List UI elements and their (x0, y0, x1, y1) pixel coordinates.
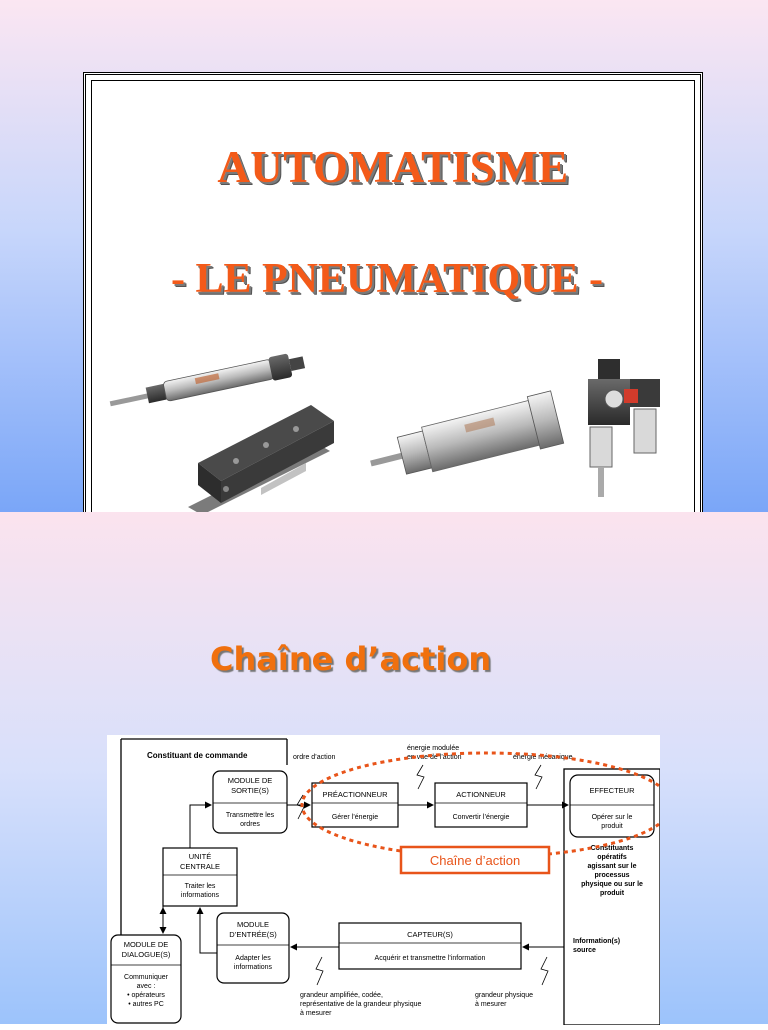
svg-text:avec :: avec : (136, 983, 156, 990)
svg-text:agissant sur le: agissant sur le (587, 863, 637, 870)
central-unit-box (163, 848, 237, 906)
svg-text:MODULE: MODULE (236, 920, 270, 929)
svg-text:MODULE DE: MODULE DE (227, 776, 273, 785)
svg-text:grandeur amplifiée, codée,: grandeur amplifiée, codée, (300, 992, 383, 999)
svg-text:ordres: ordres (240, 821, 260, 828)
physical-quantity-label (475, 992, 533, 1008)
svg-text:à mesurer: à mesurer (475, 1001, 507, 1008)
title-slide (0, 0, 768, 512)
svg-text:Adapter les: Adapter les (235, 955, 271, 962)
svg-text:D’ENTRÉE(S): D’ENTRÉE(S) (229, 930, 277, 939)
preactuator-box (312, 783, 398, 827)
svg-text:physique ou sur le: physique ou sur le (581, 881, 643, 888)
modulated-energy-label-2: en vue de l’action (407, 754, 462, 761)
title-pneumatique: - LE PNEUMATIQUE - (170, 256, 604, 302)
svg-text:ACTIONNEUR: ACTIONNEUR (456, 790, 506, 799)
svg-text:CENTRALE: CENTRALE (179, 862, 221, 871)
sensor-box (339, 923, 521, 969)
output-module-box (213, 771, 287, 833)
svg-text:représentative de la grandeur: représentative de la grandeur physique (300, 1001, 422, 1008)
input-module-box (217, 913, 289, 983)
svg-text:UNITÉ: UNITÉ (188, 852, 212, 861)
pneumatic-components-illustration (86, 343, 700, 512)
svg-text:CAPTEUR(S): CAPTEUR(S) (407, 930, 453, 939)
svg-text:MODULE DE: MODULE DE (123, 940, 169, 949)
svg-text:Gérer l’énergie: Gérer l’énergie (331, 814, 379, 821)
svg-text:grandeur physique: grandeur physique (475, 992, 533, 999)
action-chain-diagram (107, 735, 660, 1025)
svg-text:opératifs: opératifs (597, 854, 627, 861)
svg-text:informations: informations (180, 892, 220, 899)
svg-text:DIALOGUE(S): DIALOGUE(S) (121, 950, 171, 959)
svg-text:produit: produit (601, 823, 623, 830)
action-order-label: ordre d’action (293, 754, 336, 761)
amplified-quantity-label (300, 992, 422, 1017)
action-chain-label-box (401, 847, 549, 873)
svg-text:PRÉACTIONNEUR: PRÉACTIONNEUR (322, 790, 388, 799)
svg-text:Acquérir et transmettre l’info: Acquérir et transmettre l’information (374, 955, 486, 962)
mechanical-energy-label: énergie mécanique (513, 754, 573, 761)
svg-text:EFFECTEUR: EFFECTEUR (589, 786, 635, 795)
svg-text:informations: informations (233, 964, 273, 971)
actuator-box (435, 783, 527, 827)
linear-guide-image (188, 405, 334, 512)
profile-cylinder-image (364, 391, 563, 490)
title-frame (83, 72, 703, 512)
command-part-label: Constituant de commande (147, 751, 248, 760)
svg-text:Constituants: Constituants (590, 845, 634, 852)
svg-text:Traiter les: Traiter les (184, 883, 216, 890)
svg-text:Transmettre les: Transmettre les (225, 812, 275, 819)
round-cylinder-image (108, 350, 307, 415)
filter-regulator-image (588, 359, 660, 497)
slide-subtitle: Chaîne d’action (210, 640, 492, 678)
svg-text:Opérer sur le: Opérer sur le (591, 814, 633, 821)
svg-text:produit: produit (599, 890, 625, 897)
svg-text:Chaîne d’action: Chaîne d’action (429, 853, 521, 868)
information-source-label-2: source (573, 947, 596, 954)
effector-frame (564, 769, 660, 1025)
information-source-label: Information(s) (573, 938, 621, 945)
svg-text:• opérateurs: • opérateurs (127, 992, 165, 999)
svg-text:• autres PC: • autres PC (128, 1001, 164, 1008)
title-automatisme: AUTOMATISME (217, 142, 569, 192)
svg-text:Convertir l’énergie: Convertir l’énergie (452, 814, 510, 821)
dialogue-module-box (111, 935, 181, 1023)
svg-text:SORTIE(S): SORTIE(S) (231, 786, 269, 795)
svg-text:à mesurer: à mesurer (300, 1010, 332, 1017)
svg-text:processus: processus (594, 872, 630, 879)
modulated-energy-label: énergie modulée (407, 745, 460, 752)
svg-text:Communiquer: Communiquer (124, 974, 168, 981)
